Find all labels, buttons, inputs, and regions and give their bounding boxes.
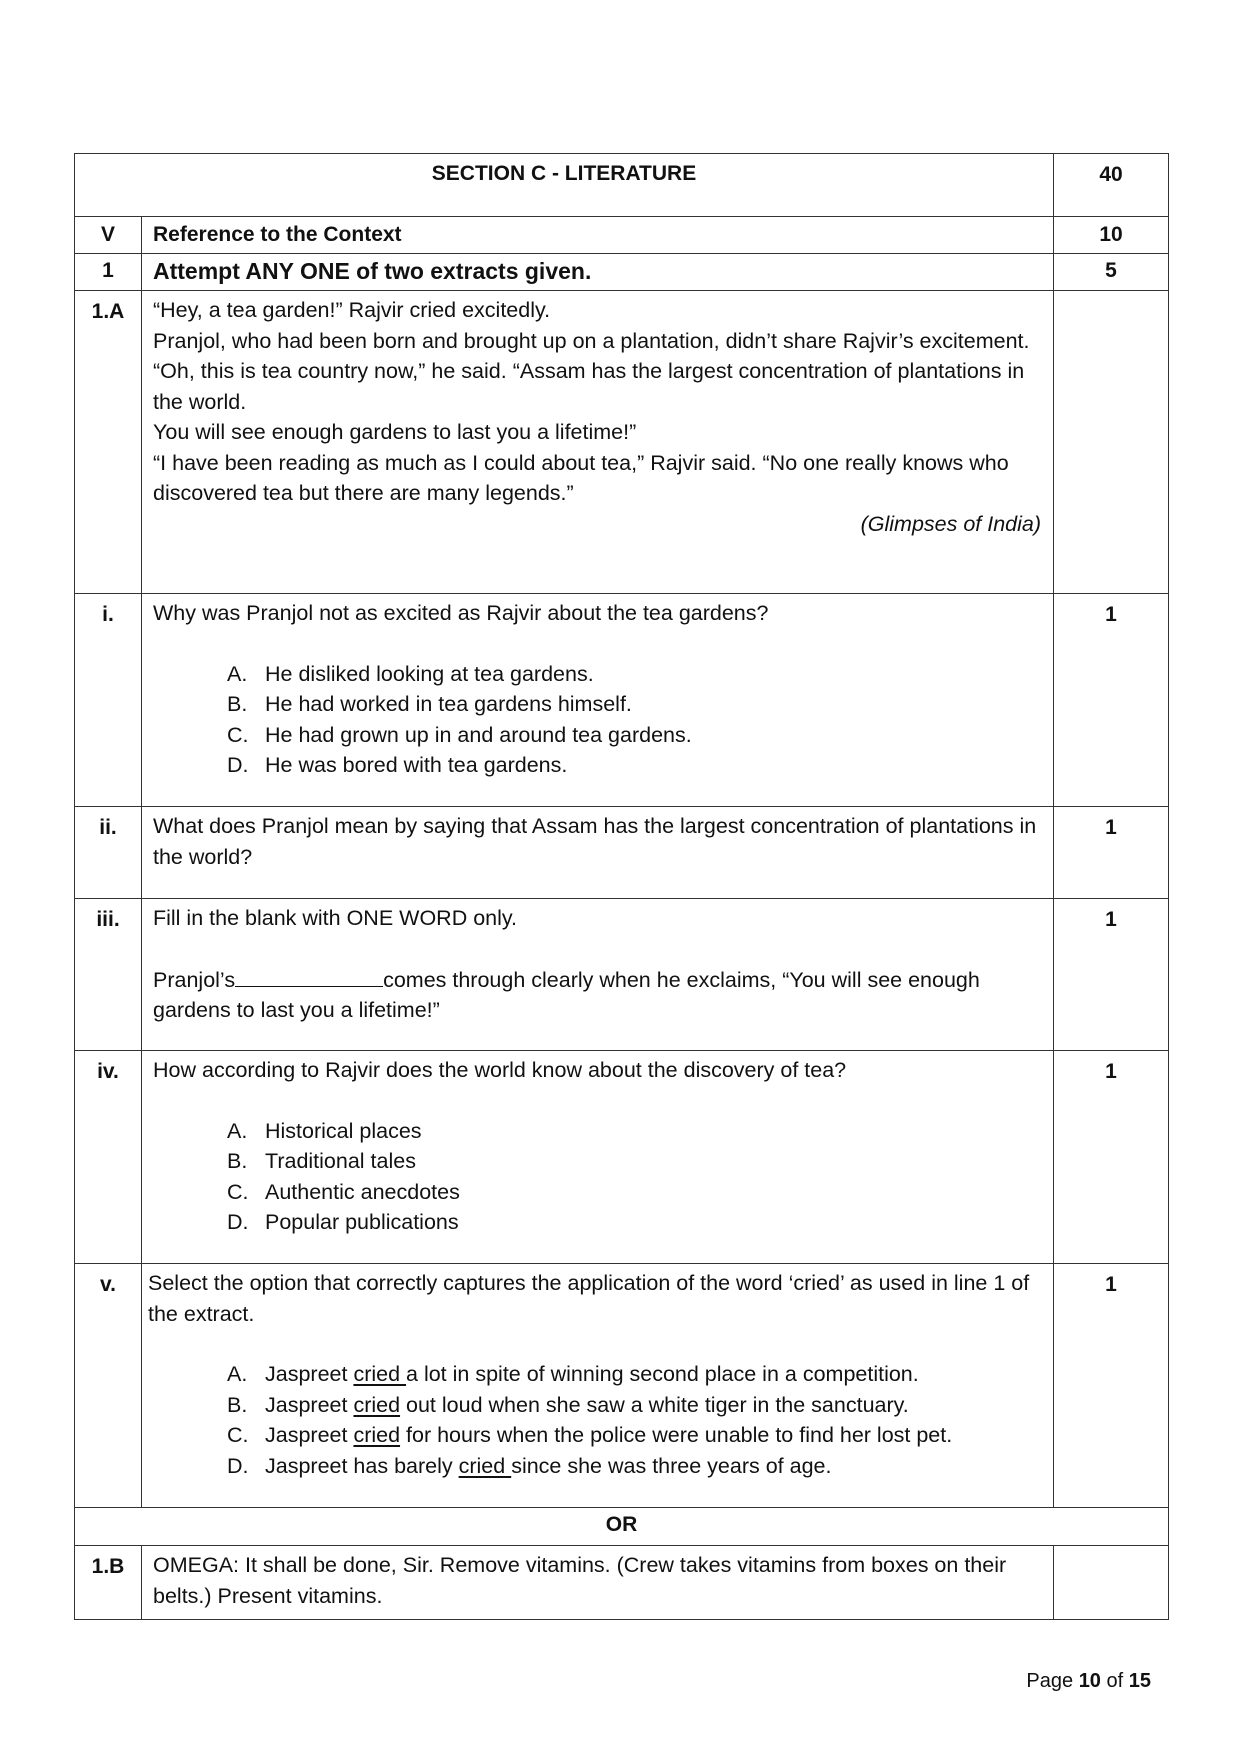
question-body (142, 899, 1054, 1051)
option-letter: D. (227, 1453, 249, 1478)
extract-a-text (142, 291, 1054, 594)
extract-line: You will see enough gardens to last you a lifetime!” (153, 420, 637, 444)
extract-line: Pranjol, who had been born and brought up on a plantation, didn’t share Rajvir’s excitement. (153, 328, 1030, 353)
option-letter: A. (227, 661, 248, 686)
question-marks: 1 (1054, 807, 1169, 899)
option-text-post: since she was three years of age. (511, 1453, 832, 1478)
option-text-pre: Jaspreet (265, 1423, 354, 1447)
question-marks: 1 (1054, 1051, 1169, 1264)
question-number: v. (75, 1264, 142, 1508)
option-text: He had grown up in and around tea gardens. (265, 722, 692, 747)
question-number: V (75, 217, 142, 254)
option-text: Popular publications (265, 1210, 459, 1234)
option-text (265, 1420, 952, 1451)
extract-line: “Hey, a tea garden!” Rajvir cried excitedly. (153, 298, 551, 322)
extract-line: “I have been reading as much as I could about tea,” Rajvir said. “No one really knows who discovered tea but there are many legends.” (153, 450, 1009, 505)
question-ii-row (75, 807, 1169, 899)
or-row (75, 1508, 1169, 1546)
option-letter: A. (227, 1118, 248, 1143)
option-letter: D. (227, 753, 249, 777)
empty-marks-cell (1054, 1546, 1169, 1620)
question-text: Select the option that correctly captures the application of the word ‘cried’ as used in line 1 of the extract. (148, 1271, 1030, 1326)
question-text: How according to Rajvir does the world know about the discovery of tea? (153, 1058, 847, 1082)
fill-blank-sentence (153, 964, 1041, 1026)
or-divider: OR (75, 1508, 1169, 1546)
option-text: Historical places (265, 1118, 422, 1143)
option-letter: C. (227, 1179, 249, 1204)
option-text-post: out loud when she saw a white tiger in the sanctuary. (400, 1392, 909, 1417)
option-item (227, 750, 1041, 781)
option-item (227, 1420, 1041, 1451)
question-iii-row (75, 899, 1169, 1051)
option-item (227, 1390, 1041, 1421)
page-number (1026, 1670, 1151, 1693)
section-title: SECTION C - LITERATURE (75, 154, 1054, 217)
blank-prefix: Pranjol’s (153, 967, 236, 992)
question-body (142, 1051, 1054, 1264)
option-letter: B. (227, 1149, 248, 1173)
option-text: Traditional tales (265, 1149, 416, 1173)
extract-a-row (75, 291, 1169, 594)
underlined-word: cried (353, 1392, 401, 1417)
empty-marks-cell (1054, 291, 1169, 594)
extract-b-text: OMEGA: It shall be done, Sir. Remove vitamins. (Crew takes vitamins from boxes on their belts.) Present vitamins. (142, 1546, 1054, 1620)
section-header-row (75, 154, 1169, 217)
option-text (265, 1359, 919, 1390)
option-text: He was bored with tea gardens. (265, 753, 568, 777)
blank-suffix: comes through clearly when he exclaims, “You will see enough gardens to last you a lifetime!” (153, 967, 980, 1022)
question-body (142, 594, 1054, 807)
page-label: Page (1026, 1670, 1074, 1692)
question-v-row-extract (75, 1264, 1169, 1508)
option-text-pre: Jaspreet has barely (265, 1453, 459, 1478)
option-item (227, 689, 1041, 720)
total-pages: 15 (1128, 1670, 1151, 1692)
option-item (227, 1116, 1041, 1147)
of-label: of (1106, 1670, 1124, 1692)
current-page: 10 (1078, 1670, 1101, 1692)
option-letter: C. (227, 1423, 249, 1447)
option-text (265, 1451, 831, 1482)
question-marks: 5 (1054, 254, 1169, 291)
question-marks: 1 (1054, 1264, 1169, 1508)
option-text-post: a lot in spite of winning second place in a competition. (406, 1362, 919, 1386)
section-marks: 40 (1054, 154, 1169, 217)
option-letter: D. (227, 1210, 249, 1234)
question-number: iv. (75, 1051, 142, 1264)
question-body (142, 1264, 1054, 1508)
extract-number: 1.A (75, 291, 142, 594)
question-marks: 1 (1054, 594, 1169, 807)
question-1-row (75, 254, 1169, 291)
option-item (227, 1359, 1041, 1390)
options-list (153, 1116, 1041, 1238)
question-number: 1 (75, 254, 142, 291)
question-marks: 10 (1054, 217, 1169, 254)
question-instruction: Fill in the blank with ONE WORD only. (153, 906, 518, 930)
option-item (227, 1451, 1041, 1482)
question-number: iii. (75, 899, 142, 1051)
option-text: Authentic anecdotes (265, 1179, 460, 1204)
option-item (227, 1146, 1041, 1177)
option-item (227, 659, 1041, 690)
option-letter: C. (227, 722, 249, 747)
answer-blank (235, 964, 383, 987)
option-letter: B. (227, 1392, 248, 1417)
question-text: Why was Pranjol not as excited as Rajvir about the tea gardens? (153, 601, 769, 625)
underlined-word: cried (353, 1362, 407, 1386)
option-item (227, 1207, 1041, 1238)
extract-number: 1.B (75, 1546, 142, 1620)
extract-source: (Glimpses of India) (860, 511, 1042, 536)
option-item (227, 1177, 1041, 1208)
option-letter: A. (227, 1362, 248, 1386)
extract-line: “Oh, this is tea country now,” he said. “Assam has the largest concentration of plantations in the world. (153, 359, 1025, 414)
question-title: Reference to the Context (142, 217, 1054, 254)
option-text: He disliked looking at tea gardens. (265, 661, 594, 686)
options-list (148, 1359, 1041, 1481)
option-text-post: for hours when the police were unable to find her lost pet. (400, 1423, 953, 1447)
option-letter: B. (227, 692, 248, 716)
question-number: ii. (75, 807, 142, 899)
option-text: He had worked in tea gardens himself. (265, 692, 632, 716)
extract-b-row (75, 1546, 1169, 1620)
options-list (153, 659, 1041, 781)
question-paper-table (74, 153, 1169, 1620)
option-text-pre: Jaspreet (265, 1362, 354, 1386)
underlined-word: cried (353, 1423, 401, 1447)
question-i-row (75, 594, 1169, 807)
question-title: Attempt ANY ONE of two extracts given. (142, 254, 1054, 291)
question-marks: 1 (1054, 899, 1169, 1051)
option-text-pre: Jaspreet (265, 1392, 354, 1417)
underlined-word: cried (458, 1453, 512, 1478)
option-text (265, 1390, 909, 1421)
question-v-row (75, 217, 1169, 254)
question-iv-row (75, 1051, 1169, 1264)
option-item (227, 720, 1041, 751)
question-number: i. (75, 594, 142, 807)
question-text: What does Pranjol mean by saying that Assam has the largest concentration of plantations in the world? (142, 807, 1054, 899)
